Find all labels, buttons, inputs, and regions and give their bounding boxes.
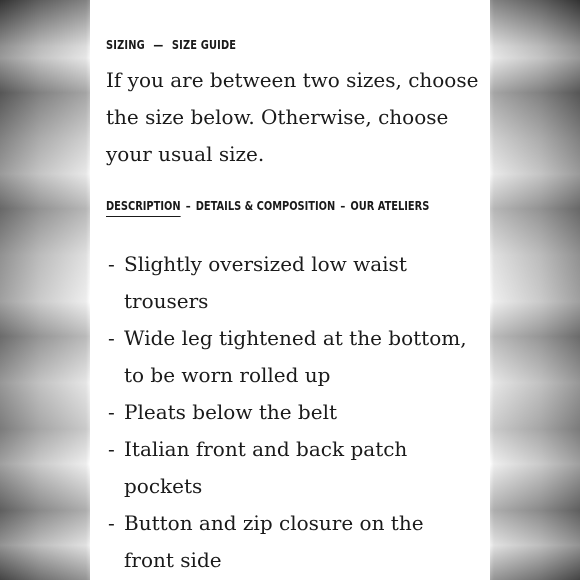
- sizing-heading: [106, 38, 236, 52]
- product-tabs: [106, 199, 429, 217]
- list-item-text: Italian front and back patch: [124, 437, 408, 461]
- bullet-dash: -: [108, 326, 115, 350]
- tab-separator: –: [340, 199, 346, 213]
- list-item: [108, 246, 488, 320]
- list-item-text: pockets: [124, 474, 203, 498]
- list-item-text: Slightly oversized low waist: [124, 252, 407, 276]
- sizing-label: SIZING: [106, 38, 145, 52]
- bullet-dash: -: [108, 252, 115, 276]
- tab-details-composition[interactable]: DETAILS & COMPOSITION: [195, 199, 336, 213]
- sizing-advice-line: your usual size.: [106, 142, 265, 166]
- product-info-panel: [90, 0, 490, 580]
- sizing-advice: [106, 62, 486, 173]
- tab-separator: –: [185, 199, 191, 213]
- description-list: [108, 246, 488, 579]
- list-item-text: trousers: [124, 289, 209, 313]
- tab-description[interactable]: DESCRIPTION: [106, 199, 181, 217]
- list-item: [108, 320, 488, 394]
- sizing-advice-line: the size below. Otherwise, choose: [106, 105, 449, 129]
- list-item: [108, 431, 488, 505]
- size-guide-link[interactable]: SIZE GUIDE: [171, 38, 237, 52]
- bullet-dash: -: [108, 437, 115, 461]
- list-item-text: Button and zip closure on the: [124, 511, 424, 535]
- list-item-text: Pleats below the belt: [124, 400, 338, 424]
- list-item-text: front side: [124, 548, 222, 572]
- blurred-background-right: [490, 0, 580, 580]
- list-item-text: Wide leg tightened at the bottom,: [124, 326, 467, 350]
- list-item-text: to be worn rolled up: [124, 363, 331, 387]
- sizing-heading-dash: —: [153, 38, 164, 52]
- list-item: [108, 394, 488, 431]
- list-item: [108, 505, 488, 579]
- bullet-dash: -: [108, 511, 115, 535]
- sizing-advice-line: If you are between two sizes, choose: [106, 68, 479, 92]
- blurred-background-left: [0, 0, 90, 580]
- bullet-dash: -: [108, 400, 115, 424]
- tab-our-ateliers[interactable]: OUR ATELIERS: [350, 199, 430, 213]
